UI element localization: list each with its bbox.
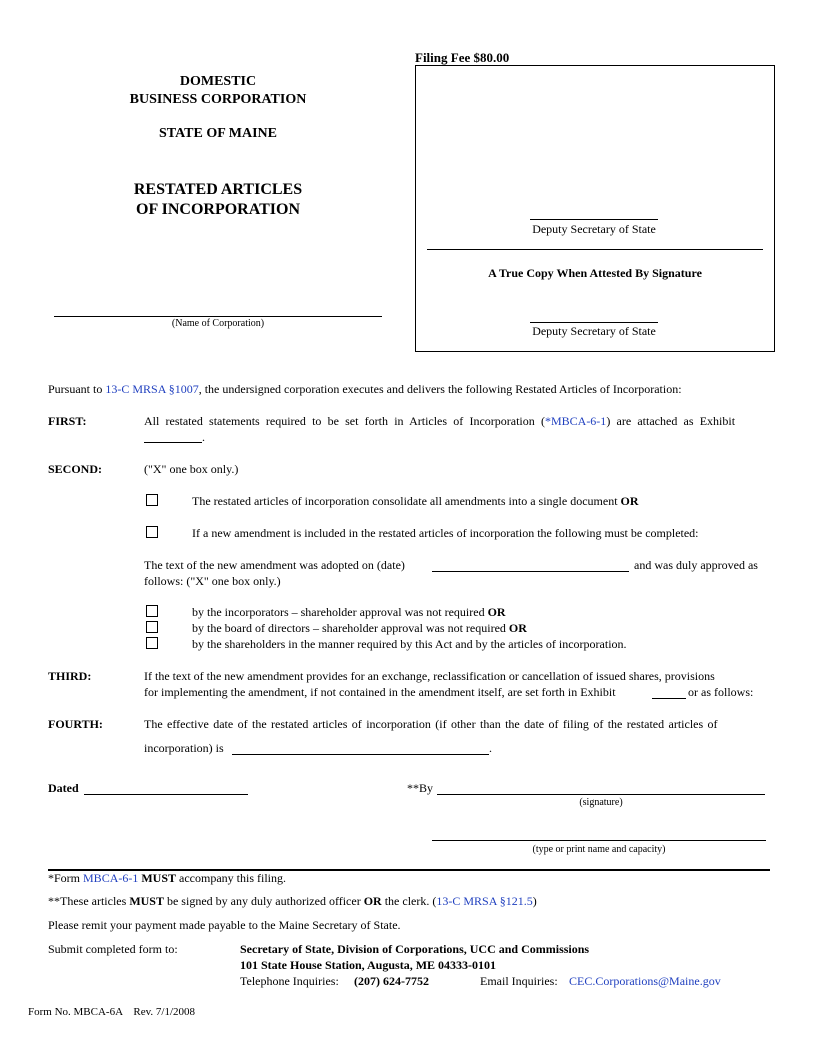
corporation-name-label: (Name of Corporation) bbox=[171, 318, 265, 329]
approval-incorporators bbox=[192, 605, 506, 620]
corporation-name-line[interactable] bbox=[54, 316, 382, 317]
approval-shareholders: by the shareholders in the manner required by this Act and by the articles of incorporation. bbox=[192, 637, 627, 651]
print-name-label: (type or print name and capacity) bbox=[532, 844, 666, 855]
footnote-2-or: OR bbox=[363, 894, 382, 908]
new-amendment-checkbox[interactable] bbox=[146, 526, 158, 538]
effective-date-blank[interactable] bbox=[232, 754, 489, 755]
header-business-corporation: BUSINESS CORPORATION bbox=[129, 92, 307, 107]
board-checkbox[interactable] bbox=[146, 621, 158, 633]
email-label: Email Inquiries: bbox=[480, 974, 558, 988]
footnote-1-pre: *Form bbox=[48, 871, 84, 885]
remit-payment-text: Please remit your payment made payable to the Maine Secretary of State. bbox=[48, 918, 401, 932]
incorporators-checkbox[interactable] bbox=[146, 605, 158, 617]
third-line2-pre: for implementing the amendment, if not contained in the amendment itself, are set forth in Exhibit bbox=[144, 685, 616, 699]
footnote-2-pre: **These articles bbox=[48, 894, 130, 908]
approval-instruction: follows: ("X" one box only.) bbox=[144, 574, 281, 588]
form-title-line1: RESTATED ARTICLES bbox=[133, 181, 303, 198]
mbca-6-1-link[interactable]: *MBCA-6-1 bbox=[544, 414, 607, 428]
print-name-line[interactable] bbox=[432, 840, 766, 841]
true-copy-text: A True Copy When Attested By Signature bbox=[488, 266, 702, 280]
header-domestic: DOMESTIC bbox=[179, 74, 257, 89]
deputy-signature-line-1 bbox=[530, 219, 658, 220]
approval-board-or: OR bbox=[508, 621, 527, 635]
footnote-2-end: ) bbox=[532, 894, 537, 908]
email-link[interactable]: CEC.Corporations@Maine.gov bbox=[569, 974, 721, 988]
footnote-1-must: MUST bbox=[141, 871, 177, 885]
dated-blank[interactable] bbox=[84, 794, 248, 795]
signature-label: (signature) bbox=[579, 797, 623, 808]
third-line1: If the text of the new amendment provides for an exchange, reclassification or cancellation of issued shares, provisions bbox=[144, 669, 715, 683]
by-label: **By bbox=[407, 781, 434, 795]
footnote-2-mid: be signed by any duly authorized officer bbox=[163, 894, 364, 908]
footnote-mbca-6-1-link[interactable]: MBCA-6-1 bbox=[83, 871, 139, 885]
option-consolidate-text: The restated articles of incorporation consolidate all amendments into a single document bbox=[192, 494, 618, 508]
submit-label: Submit completed form to: bbox=[48, 942, 178, 956]
address-line-1: Secretary of State, Division of Corporations, UCC and Commissions bbox=[240, 942, 590, 956]
filing-fee: Filing Fee $80.00 bbox=[415, 50, 510, 65]
option-consolidate bbox=[192, 494, 639, 509]
first-text bbox=[144, 414, 768, 429]
address-line-2: 101 State House Station, Augusta, ME 04333-0101 bbox=[240, 958, 497, 972]
box-divider bbox=[427, 249, 763, 250]
first-label: FIRST: bbox=[48, 414, 87, 428]
second-note: ("X" one box only.) bbox=[144, 462, 239, 476]
intro-pre: Pursuant to bbox=[48, 382, 106, 396]
deputy-label-1: Deputy Secretary of State bbox=[532, 222, 656, 236]
filing-office-box bbox=[415, 65, 775, 352]
first-post: ) are attached as Exhibit bbox=[606, 414, 736, 428]
fourth-line1: The effective date of the restated articles of incorporation (if other than the date of filing of the restated articles of bbox=[144, 717, 718, 731]
statute-link-121-5[interactable]: 13-C MRSA §121.5 bbox=[436, 894, 533, 908]
deputy-label-2: Deputy Secretary of State bbox=[532, 324, 656, 338]
telephone-label: Telephone Inquiries: bbox=[240, 974, 339, 988]
form-title-line2: OF INCORPORATION bbox=[136, 201, 300, 218]
header-state: STATE OF MAINE bbox=[159, 126, 277, 141]
first-pre: All restated statements required to be set forth in Articles of Incorporation ( bbox=[144, 414, 545, 428]
approval-board bbox=[192, 621, 527, 636]
second-label: SECOND: bbox=[48, 462, 103, 476]
footnote-1-post: accompany this filing. bbox=[176, 871, 287, 885]
approval-incorporators-text: by the incorporators – shareholder approval was not required bbox=[192, 605, 485, 619]
intro-statement bbox=[48, 382, 770, 397]
fourth-period: . bbox=[489, 741, 492, 755]
approval-incorporators-or: OR bbox=[487, 605, 506, 619]
third-label: THIRD: bbox=[48, 669, 92, 683]
signature-line[interactable] bbox=[437, 794, 765, 795]
dated-label: Dated bbox=[48, 781, 79, 795]
adopted-date-pre: The text of the new amendment was adopted on (date) bbox=[144, 558, 405, 572]
footnote-2 bbox=[48, 894, 537, 909]
deputy-signature-line-2 bbox=[530, 322, 658, 323]
footnote-2-must: MUST bbox=[129, 894, 164, 908]
exhibit-blank-third[interactable] bbox=[652, 698, 686, 699]
adopted-date-post: and was duly approved as bbox=[634, 558, 758, 572]
shareholders-checkbox[interactable] bbox=[146, 637, 158, 649]
statute-link-1007[interactable]: 13-C MRSA §1007 bbox=[105, 382, 199, 396]
option-new-amendment: If a new amendment is included in the restated articles of incorporation the following must be completed: bbox=[192, 526, 699, 540]
fourth-line2: incorporation) is bbox=[144, 741, 224, 755]
form-number: Form No. MBCA-6A Rev. 7/1/2008 bbox=[28, 1006, 196, 1018]
adopted-date-blank[interactable] bbox=[432, 571, 629, 572]
first-period: . bbox=[202, 430, 205, 444]
fourth-label: FOURTH: bbox=[48, 717, 103, 731]
consolidate-checkbox[interactable] bbox=[146, 494, 158, 506]
third-line2-post: or as follows: bbox=[688, 685, 754, 699]
footnote-1 bbox=[48, 871, 286, 886]
exhibit-blank-first[interactable] bbox=[144, 442, 202, 443]
approval-board-text: by the board of directors – shareholder approval was not required bbox=[192, 621, 506, 635]
footnote-2-post: the clerk. ( bbox=[381, 894, 437, 908]
intro-post: , the undersigned corporation executes and delivers the following Restated Articles of Incorporation: bbox=[198, 382, 682, 396]
option-consolidate-or: OR bbox=[620, 494, 639, 508]
telephone-number: (207) 624-7752 bbox=[354, 974, 429, 988]
